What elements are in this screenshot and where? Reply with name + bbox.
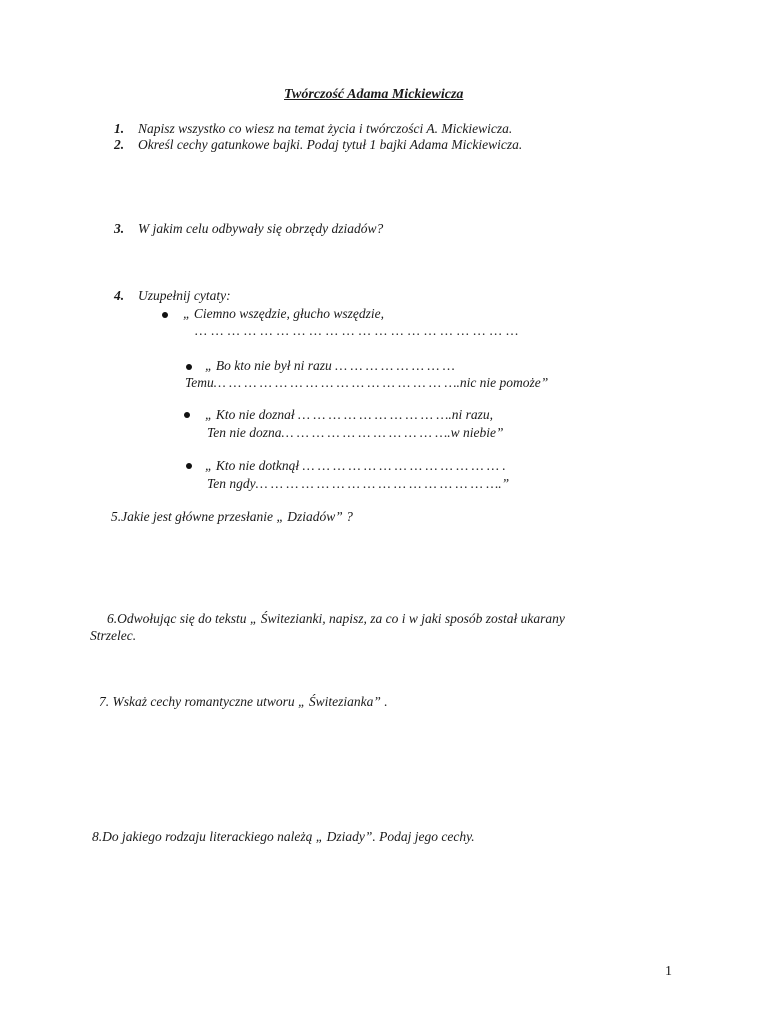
question-number: 1. <box>114 121 125 136</box>
quote-2-line-1: „ Bo kto nie był ni razu … … … … … … … … <box>205 358 455 373</box>
question-5: 5.Jakie jest główne przesłanie „ Dziadów” ? <box>111 509 353 524</box>
question-text: Uzupełnij cytaty: <box>138 288 231 303</box>
question-8: 8.Do jakiego rodzaju literackiego należą „ Dziady”. Podaj jego cechy. <box>92 829 475 844</box>
quote-1-line-2: … … … … … … … … … … … … … … … … … … … … <box>195 323 519 338</box>
question-4 <box>114 288 231 304</box>
question-text: Określ cechy gatunkowe bajki. Podaj tytuł 1 bajki Adama Mickiewicza. <box>138 137 523 152</box>
page-number: 1 <box>665 964 672 979</box>
question-number: 3. <box>114 221 125 236</box>
quote-2-line-2: Temu… … … … … … … … … … … … … … … ….nic nie pomoże” <box>185 375 549 390</box>
quote-4-line-1: „ Kto nie dotknął … … … … … … … … … … … … … . <box>205 458 506 473</box>
bullet-icon <box>162 312 168 318</box>
question-number: 4. <box>114 288 125 303</box>
bullet-icon <box>186 364 192 370</box>
question-2 <box>114 137 522 153</box>
question-text: Napisz wszystko co wiesz na temat życia i twórczości A. Mickiewicza. <box>138 121 513 136</box>
question-3 <box>114 221 383 237</box>
question-6-line-1: 6.Odwołując się do tekstu „ Świtezianki, napisz, za co i w jaki sposób został ukarany <box>107 611 565 626</box>
quote-3-line-1: „ Kto nie doznał … … … … … … … … … ….ni razu, <box>205 407 494 422</box>
quote-4-line-2: Ten ngdy… … … … … … … … … … … … … … … ….” <box>207 476 510 491</box>
document-title: Twórczość Adama Mickiewicza <box>284 87 464 102</box>
question-7: 7. Wskaż cechy romantyczne utworu „ Świtezianka” . <box>99 694 388 709</box>
bullet-icon <box>184 412 190 418</box>
question-1 <box>114 121 512 137</box>
question-text: W jakim celu odbywały się obrzędy dziadów? <box>138 221 384 236</box>
quote-1-line-1: „ Ciemno wszędzie, głucho wszędzie, <box>183 306 384 321</box>
question-number: 2. <box>114 137 125 152</box>
bullet-icon <box>186 463 192 469</box>
quote-3-line-2: Ten nie dozna… … … … … … … … … … ….w niebie” <box>207 425 504 440</box>
question-6-line-2: Strzelec. <box>90 628 137 643</box>
